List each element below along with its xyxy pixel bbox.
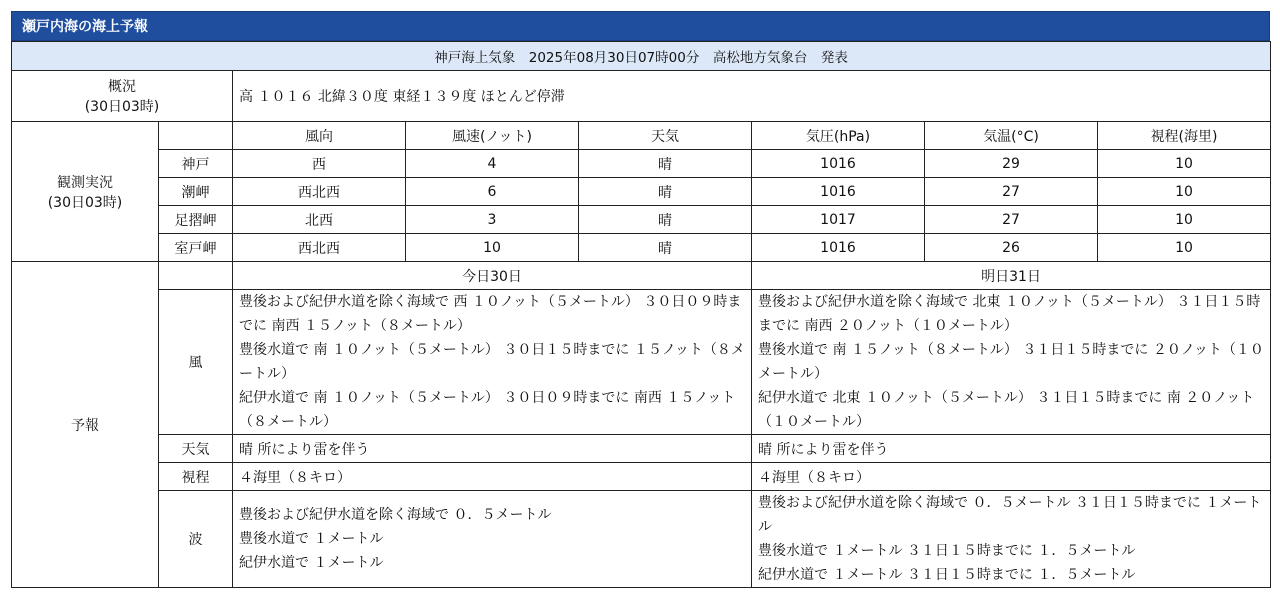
overview-label-cell	[12, 71, 233, 122]
wind-day2-line: 豊後水道で 南 １５ノット（８メートル） ３１日１５時までに ２０ノット（１０メートル）	[758, 342, 1264, 382]
temp-value: 27	[925, 206, 1098, 234]
visibility-value: 10	[1098, 206, 1271, 234]
waves-day1-line: 紀伊水道で １メートル	[239, 555, 384, 571]
issued-row	[12, 42, 1271, 71]
forecast-waves-row	[12, 491, 1271, 588]
obs-header-visibility: 視程(海里)	[1098, 122, 1271, 150]
temp-value: 29	[925, 150, 1098, 178]
forecast-label: 予報	[12, 262, 159, 588]
forecast-element-header	[159, 262, 233, 290]
forecast-weather-row	[12, 435, 1271, 463]
weather-value: 晴	[579, 234, 752, 262]
overview-label: 概況	[108, 79, 136, 95]
wind-speed-value: 3	[406, 206, 579, 234]
station-name: 神戸	[159, 150, 233, 178]
forecast-wind-label: 風	[159, 290, 233, 435]
wind-day2-line: 紀伊水道で 北東 １０ノット（５メートル） ３１日１５時までに 南 ２０ノット（１０メートル）	[758, 390, 1255, 430]
waves-day1-line: 豊後水道で １メートル	[239, 531, 384, 547]
pressure-value: 1017	[752, 206, 925, 234]
wind-day1-line: 豊後および紀伊水道を除く海域で 西 １０ノット（５メートル） ３０日０９時までに 南西 １５ノット（８メートル）	[239, 294, 742, 334]
forecast-weather-label: 天気	[159, 435, 233, 463]
temp-value: 26	[925, 234, 1098, 262]
forecast-wind-day2	[752, 290, 1271, 435]
obs-header-row	[12, 122, 1271, 150]
overview-row	[12, 71, 1271, 122]
waves-day2-line: 豊後水道で １メートル ３１日１５時までに １．５メートル	[758, 543, 1136, 559]
panel-title: 瀬戸内海の海上予報	[11, 11, 1270, 41]
forecast-weather-day1: 晴 所により雷を伴う	[233, 435, 752, 463]
forecast-visibility-label: 視程	[159, 463, 233, 491]
wind-speed-value: 10	[406, 234, 579, 262]
obs-header-temp: 気温(°C)	[925, 122, 1098, 150]
obs-label-cell	[12, 122, 159, 262]
wind-speed-value: 6	[406, 178, 579, 206]
visibility-value: 10	[1098, 234, 1271, 262]
pressure-value: 1016	[752, 234, 925, 262]
obs-header-weather: 天気	[579, 122, 752, 150]
obs-station-header	[159, 122, 233, 150]
forecast-weather-day2: 晴 所により雷を伴う	[752, 435, 1271, 463]
forecast-waves-label: 波	[159, 491, 233, 588]
overview-time: (30日03時)	[84, 99, 160, 115]
wind-dir-value: 北西	[233, 206, 406, 234]
wind-dir-value: 西北西	[233, 178, 406, 206]
forecast-visibility-row	[12, 463, 1271, 491]
forecast-panel	[11, 11, 1270, 588]
obs-header-pressure: 気圧(hPa)	[752, 122, 925, 150]
issued-text: 神戸海上気象 2025年08月30日07時00分 高松地方気象台 発表	[12, 42, 1271, 71]
wind-dir-value: 西	[233, 150, 406, 178]
obs-header-wind-dir: 風向	[233, 122, 406, 150]
pressure-value: 1016	[752, 150, 925, 178]
forecast-visibility-day2: ４海里（８キロ）	[752, 463, 1271, 491]
overview-text: 高 １０１６ 北緯３０度 東経１３９度 ほとんど停滞	[233, 71, 1271, 122]
forecast-visibility-day1: ４海里（８キロ）	[233, 463, 752, 491]
waves-day2-line: 豊後および紀伊水道を除く海域で ０．５メートル ３１日１５時までに １メートル	[758, 495, 1262, 535]
wind-dir-value: 西北西	[233, 234, 406, 262]
forecast-wind-day1	[233, 290, 752, 435]
temp-value: 27	[925, 178, 1098, 206]
visibility-value: 10	[1098, 178, 1271, 206]
wind-day1-line: 紀伊水道で 南 １０ノット（５メートル） ３０日０９時までに 南西 １５ノット（８メートル）	[239, 390, 736, 430]
forecast-wind-row	[12, 290, 1271, 435]
waves-day1-line: 豊後および紀伊水道を除く海域で ０．５メートル	[239, 507, 552, 523]
forecast-header-row	[12, 262, 1271, 290]
obs-time: (30日03時)	[47, 194, 123, 211]
forecast-day2-header: 明日31日	[752, 262, 1271, 290]
wind-day1-line: 豊後水道で 南 １０ノット（５メートル） ３０日１５時までに １５ノット（８メートル）	[239, 342, 745, 382]
station-name: 潮岬	[159, 178, 233, 206]
table-row	[12, 206, 1271, 234]
forecast-day1-header: 今日30日	[233, 262, 752, 290]
wind-speed-value: 4	[406, 150, 579, 178]
weather-value: 晴	[579, 206, 752, 234]
table-row	[12, 178, 1271, 206]
pressure-value: 1016	[752, 178, 925, 206]
table-row	[12, 150, 1271, 178]
obs-label: 観測実況	[57, 174, 113, 191]
station-name: 室戸岬	[159, 234, 233, 262]
station-name: 足摺岬	[159, 206, 233, 234]
forecast-table	[11, 41, 1271, 588]
weather-value: 晴	[579, 150, 752, 178]
visibility-value: 10	[1098, 150, 1271, 178]
table-row	[12, 234, 1271, 262]
forecast-waves-day1	[233, 491, 752, 588]
wind-day2-line: 豊後および紀伊水道を除く海域で 北東 １０ノット（５メートル） ３１日１５時までに 南西 ２０ノット（１０メートル）	[758, 294, 1261, 334]
forecast-waves-day2	[752, 491, 1271, 588]
obs-header-wind-speed: 風速(ノット)	[406, 122, 579, 150]
waves-day2-line: 紀伊水道で １メートル ３１日１５時までに １．５メートル	[758, 567, 1136, 583]
weather-value: 晴	[579, 178, 752, 206]
